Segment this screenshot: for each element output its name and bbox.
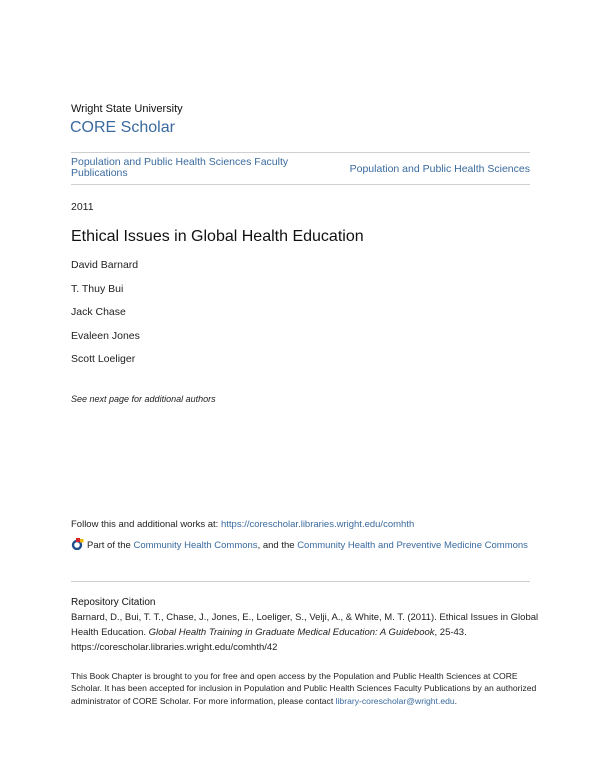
footer-end: . (454, 695, 458, 706)
citation-source: Global Health Training in Graduate Medical Education: A Guidebook (148, 627, 435, 638)
divider-citation (71, 581, 530, 582)
site-name-link[interactable]: CORE Scholar (70, 119, 175, 136)
citation-heading: Repository Citation (71, 597, 156, 608)
footer-text: This Book Chapter is brought to you for free and open access by the Population and Public Health Sciences at CORE Scholar. It has been accepted for inclusion in Population and Public Health Sciences Faculty Publications by an authorized administrator of CORE Scholar. For more information, please contact (71, 671, 537, 706)
follow-url-link[interactable]: https://corescholar.libraries.wright.edu/comhth (220, 519, 415, 530)
citation-url: https://corescholar.libraries.wright.edu/comhth/42 (71, 642, 278, 653)
community-health-preventive-medicine-commons-link[interactable]: Community Health and Preventive Medicine Commons (297, 540, 528, 551)
collection-link-department[interactable]: Population and Public Health Sciences (349, 163, 530, 175)
part-of-middle: , and the (257, 540, 298, 551)
document-title: Ethical Issues in Global Health Education (71, 228, 364, 245)
publication-year: 2011 (71, 201, 94, 213)
author: T. Thuy Bui (71, 283, 124, 295)
part-of-prefix: Part of the (87, 540, 134, 551)
citation-authors: Barnard, D., Bui, T. T., Chase, J., Jones, E., Loeliger, S., Velji, A., & White, M. T. (2011). Ethical Issues in Global Health Education. (71, 612, 539, 638)
citation-pages: , 25-43. (434, 627, 467, 638)
author: Scott Loeliger (71, 353, 136, 365)
author: David Barnard (71, 259, 139, 271)
part-of-line (71, 538, 541, 554)
institution-name: Wright State University (71, 103, 183, 115)
footer-notice (71, 670, 541, 707)
community-health-commons-link[interactable]: Community Health Commons (133, 540, 258, 551)
divider-top (71, 152, 530, 153)
author: Evaleen Jones (71, 330, 140, 342)
collection-link-faculty-publications[interactable]: Population and Public Health Sciences Faculty Publications (71, 156, 289, 179)
author: Jack Chase (71, 306, 126, 318)
follow-line (71, 519, 414, 530)
citation-body (71, 610, 541, 655)
contact-email-link[interactable]: library-corescholar@wright.edu (335, 695, 455, 706)
bepress-network-icon (71, 538, 84, 550)
follow-prefix: Follow this and additional works at: (71, 519, 221, 530)
additional-authors-note: See next page for additional authors (71, 394, 216, 404)
divider-bottom (71, 184, 530, 185)
